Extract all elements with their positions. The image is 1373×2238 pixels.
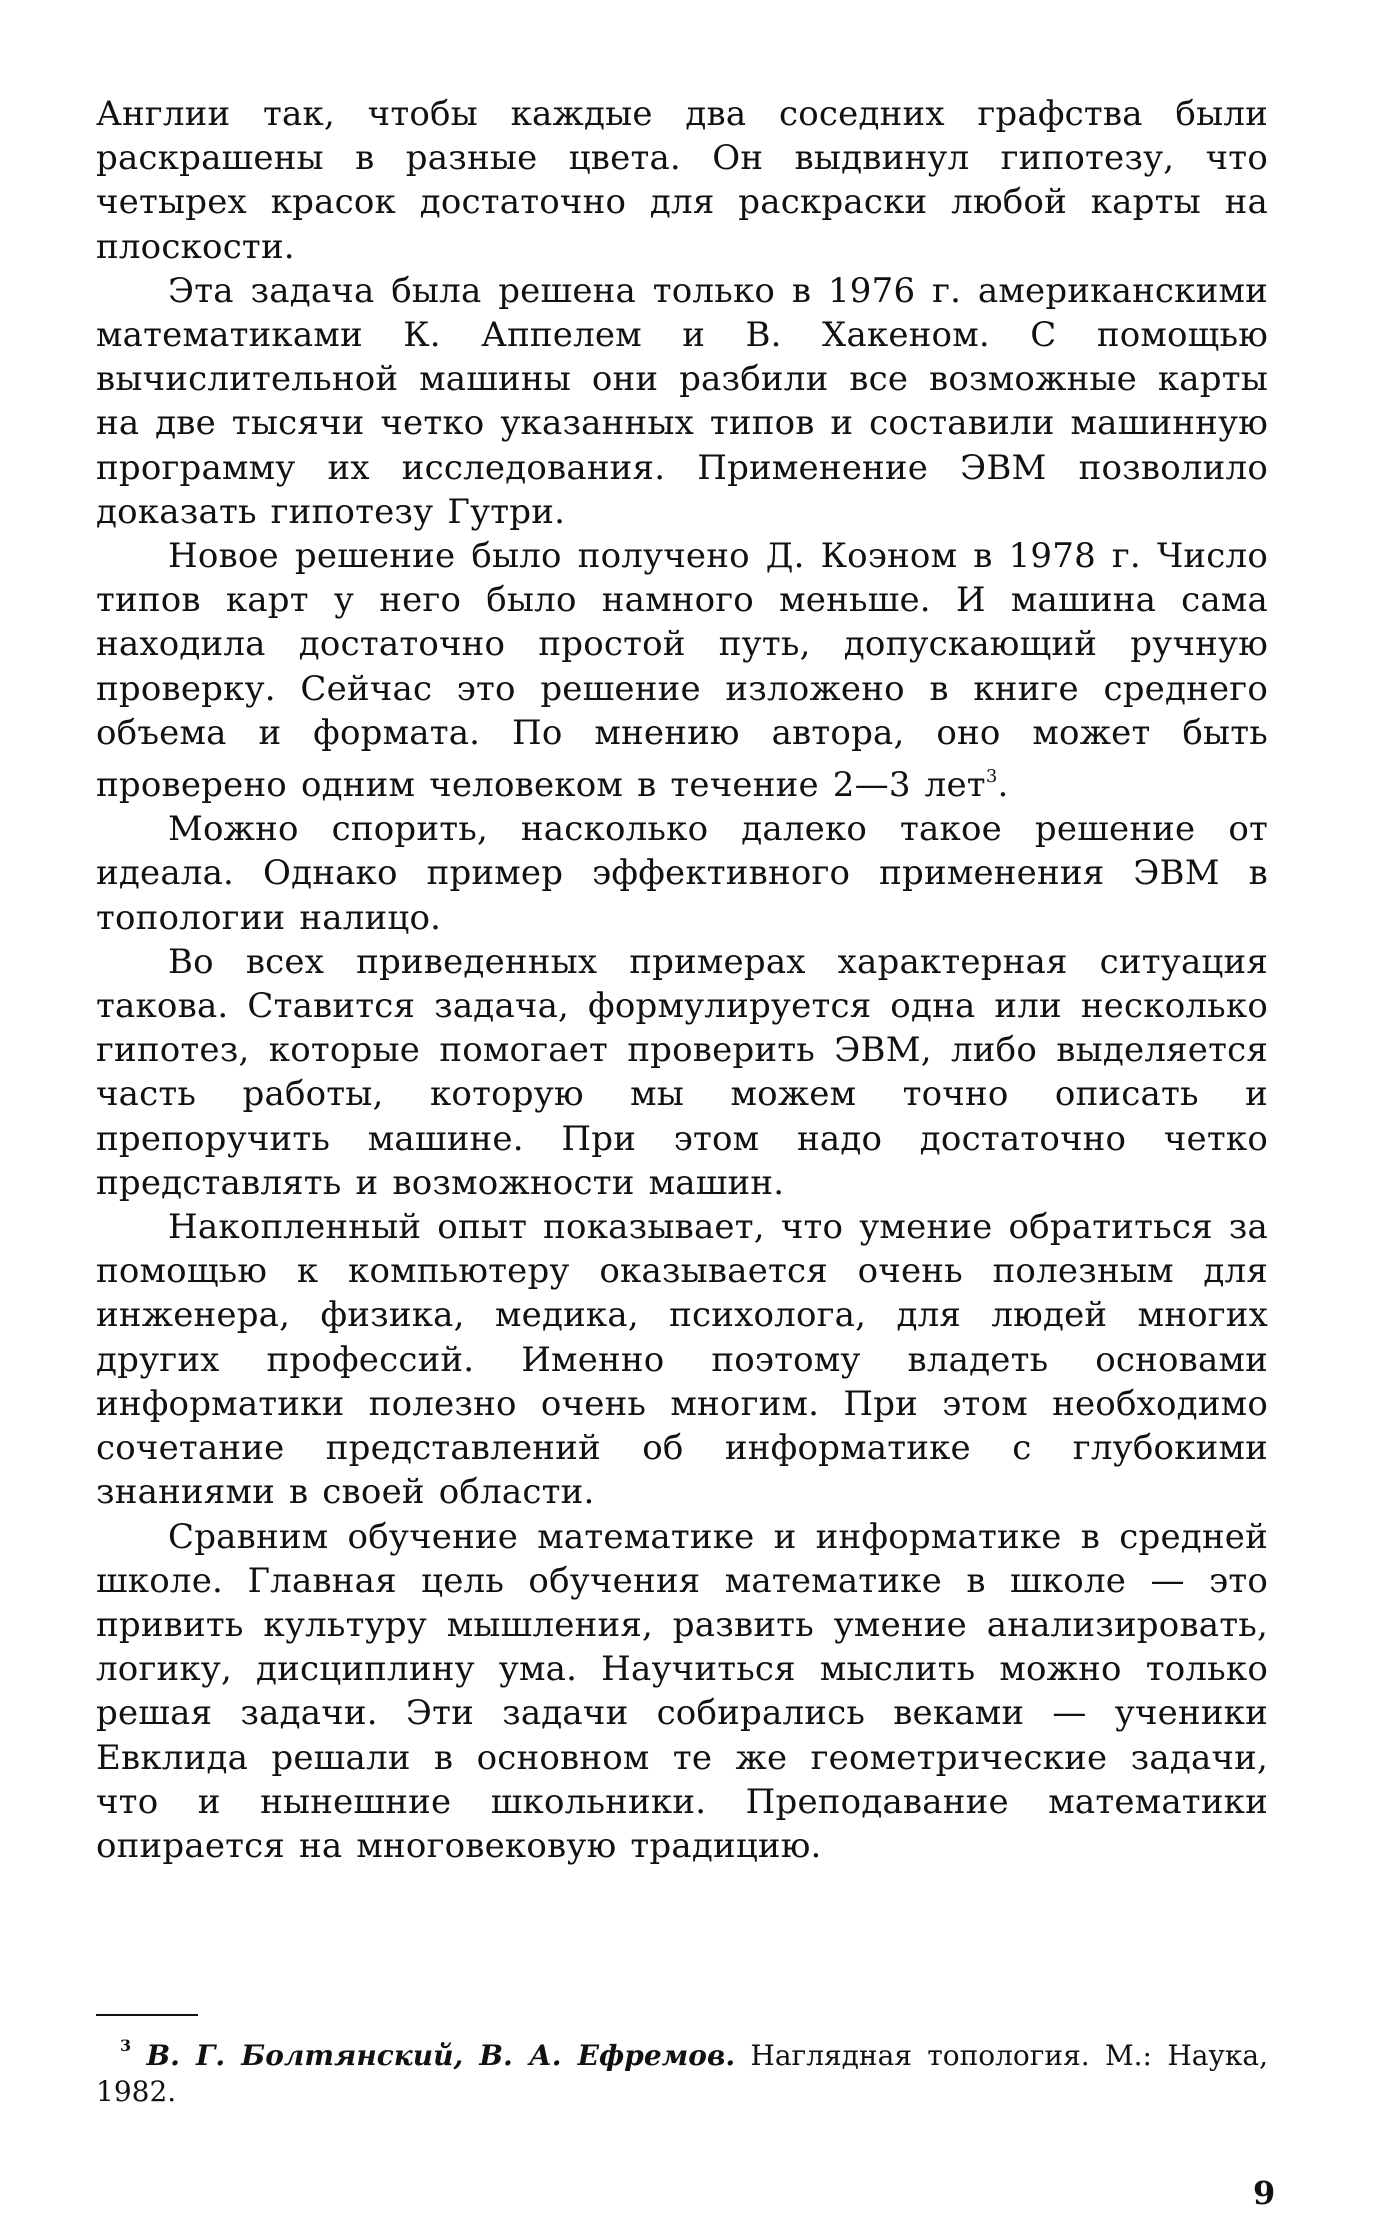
paragraph-cohen-end: . — [997, 765, 1009, 806]
page-number: 9 — [1253, 2174, 1276, 2212]
paragraph-cohen-text: Новое решение было получено Д. Коэном в 1978 г. Число типов карт у него было намного меньше. И машина сама находила достаточно простой путь, допускающий ручную проверку. Сейчас это решение изложено в книге среднего объема и формата. По мнению автора, оно может быть проверено одним человеком в течение 2—3 лет — [96, 536, 1268, 806]
page-body — [96, 92, 1268, 1868]
paragraph-ideal: Можно спорить, насколько далеко такое решение от идеала. Однако пример эффективного применения ЭВМ в топологии налицо. — [96, 809, 1268, 938]
paragraph-four-color-solution: Эта задача была решена только в 1976 г. американскими математиками К. Аппелем и В. Хакеном. С помощью вычислительной машины они разбили все возможные карты на две тысячи четко указанных типов и составили машинную программу их исследования. Применение ЭВМ позволило доказать гипотезу Гутри. — [96, 270, 1268, 532]
paragraph-experience: Накопленный опыт показывает, что умение обратиться за помощью к компьютеру оказывается очень полезным для инженера, физика, медика, психолога, для людей многих других профессий. Именно поэтому владеть основами информатики полезно очень многим. При этом необходимо сочетание представлений об информатике с глубокими знаниями в своей области. — [96, 1207, 1268, 1513]
paragraph-school-comparison: Сравним обучение математике и информатике в средней школе. Главная цель обучения математике в школе — это привить культуру мышления, развить умение анализировать, логику, дисциплину ума. Научиться мыслить можно только решая задачи. Эти задачи собирались веками — ученики Евклида решали в основном те же геометрические задачи, что и нынешние школьники. Преподавание математики опирается на многовековую традицию. — [96, 1516, 1268, 1866]
paragraph-cohen-solution — [96, 534, 1268, 807]
footnote-reference: 3 — [985, 766, 998, 788]
paragraph-typical-situation: Во всех приведенных примерах характерная ситуация такова. Ставится задача, формулируется одна или несколько гипотез, которые помогает проверить ЭВМ, либо выделяется часть работы, которую мы можем точно описать и препоручить машине. При этом надо достаточно четко представлять и возможности машин. — [96, 941, 1268, 1203]
footnote — [96, 2028, 1268, 2110]
paragraph-continued: Англии так, чтобы каждые два соседних графства были раскрашены в разные цвета. Он выдвинул гипотезу, что четырех красок достаточно для раскраски любой карты на плоскости. — [96, 94, 1268, 267]
footnote-authors: В. Г. Болтянский, В. А. Ефремов. — [146, 2039, 736, 2072]
footnote-mark: 3 — [120, 2036, 132, 2055]
footnote-divider — [96, 2014, 198, 2016]
footnote-text: Наглядная топология. М.: Наука, 1982. — [96, 2039, 1269, 2108]
